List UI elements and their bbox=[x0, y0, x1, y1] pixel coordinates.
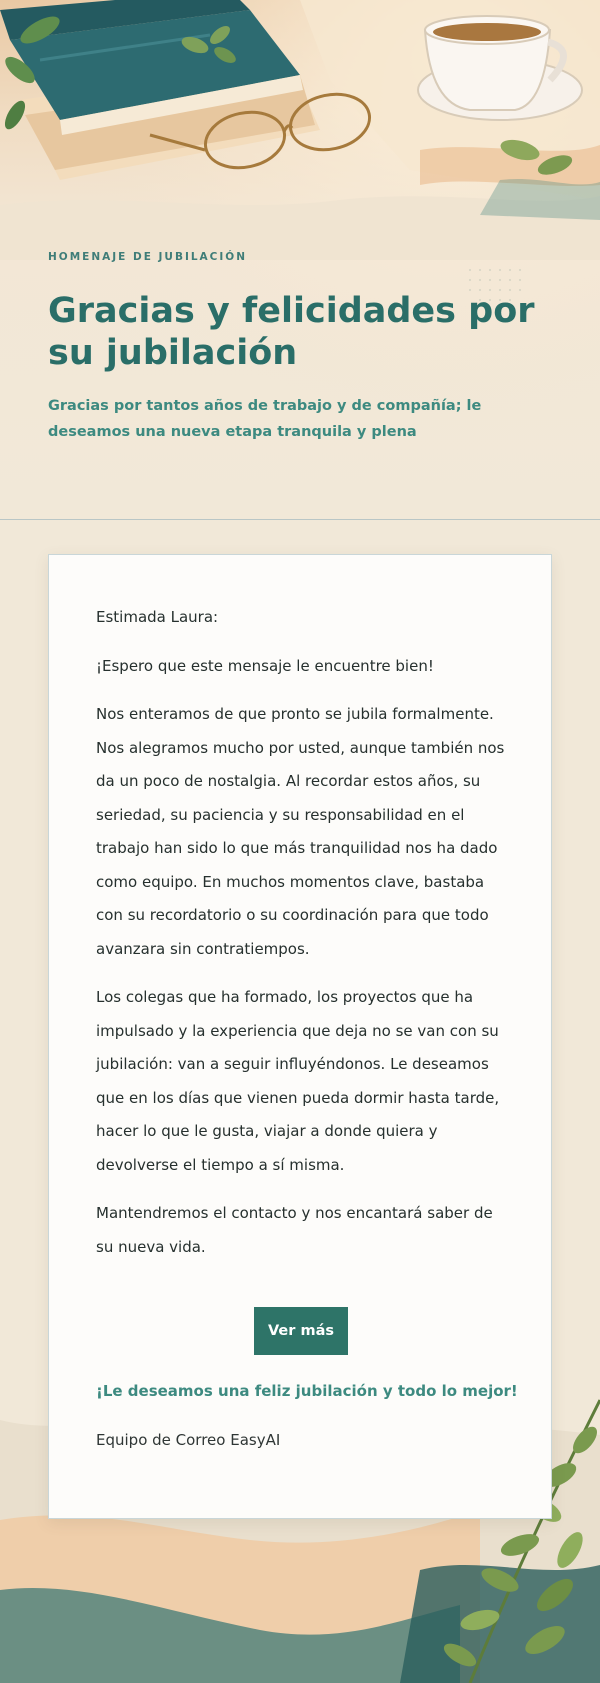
letter-card bbox=[48, 554, 552, 1519]
letter-paragraph: Mantendremos el contacto y nos encantará saber de su nueva vida. bbox=[96, 1204, 493, 1256]
closing-wish: ¡Le deseamos una feliz jubilación y todo lo mejor! bbox=[96, 1382, 518, 1400]
section-divider bbox=[0, 519, 600, 520]
see-more-button[interactable]: Ver más bbox=[254, 1307, 348, 1355]
letter-paragraph: ¡Espero que este mensaje le encuentre bien! bbox=[96, 656, 434, 675]
cta-container bbox=[49, 1307, 553, 1355]
page-title: Gracias y felicidades por su jubilación bbox=[48, 291, 535, 373]
page-subtitle: Gracias por tantos años de trabajo y de compañía; le deseamos una nueva etapa tranquila y plena bbox=[48, 398, 482, 440]
letter-greeting: Estimada Laura: bbox=[96, 608, 219, 626]
signature: Equipo de Correo EasyAI bbox=[96, 1431, 281, 1449]
hero-eyebrow: HOMENAJE DE JUBILACIÓN bbox=[48, 251, 248, 263]
letter-paragraph: Los colegas que ha formado, los proyectos que ha impulsado y la experiencia que deja no se van con su jubilación: van a seguir influyéndonos. Le deseamos que en los días que vienen pueda dormir hasta tarde, hacer lo que le gusta, viajar a donde quiera y devolverse el tiempo a sí misma. bbox=[96, 988, 500, 1174]
hero-banner bbox=[0, 0, 600, 520]
letter-body bbox=[96, 601, 506, 1279]
letter-paragraph: Nos enteramos de que pronto se jubila formalmente. Nos alegramos mucho por usted, aunque también nos da un poco de nostalgia. Al recordar estos años, su seriedad, su paciencia y su responsabilidad en el trabajo han sido lo que más tranquilidad nos ha dado como equipo. En muchos momentos clave, bastaba con su recordatorio o su coordinación para que todo avanzara sin contratiempos. bbox=[96, 705, 505, 958]
